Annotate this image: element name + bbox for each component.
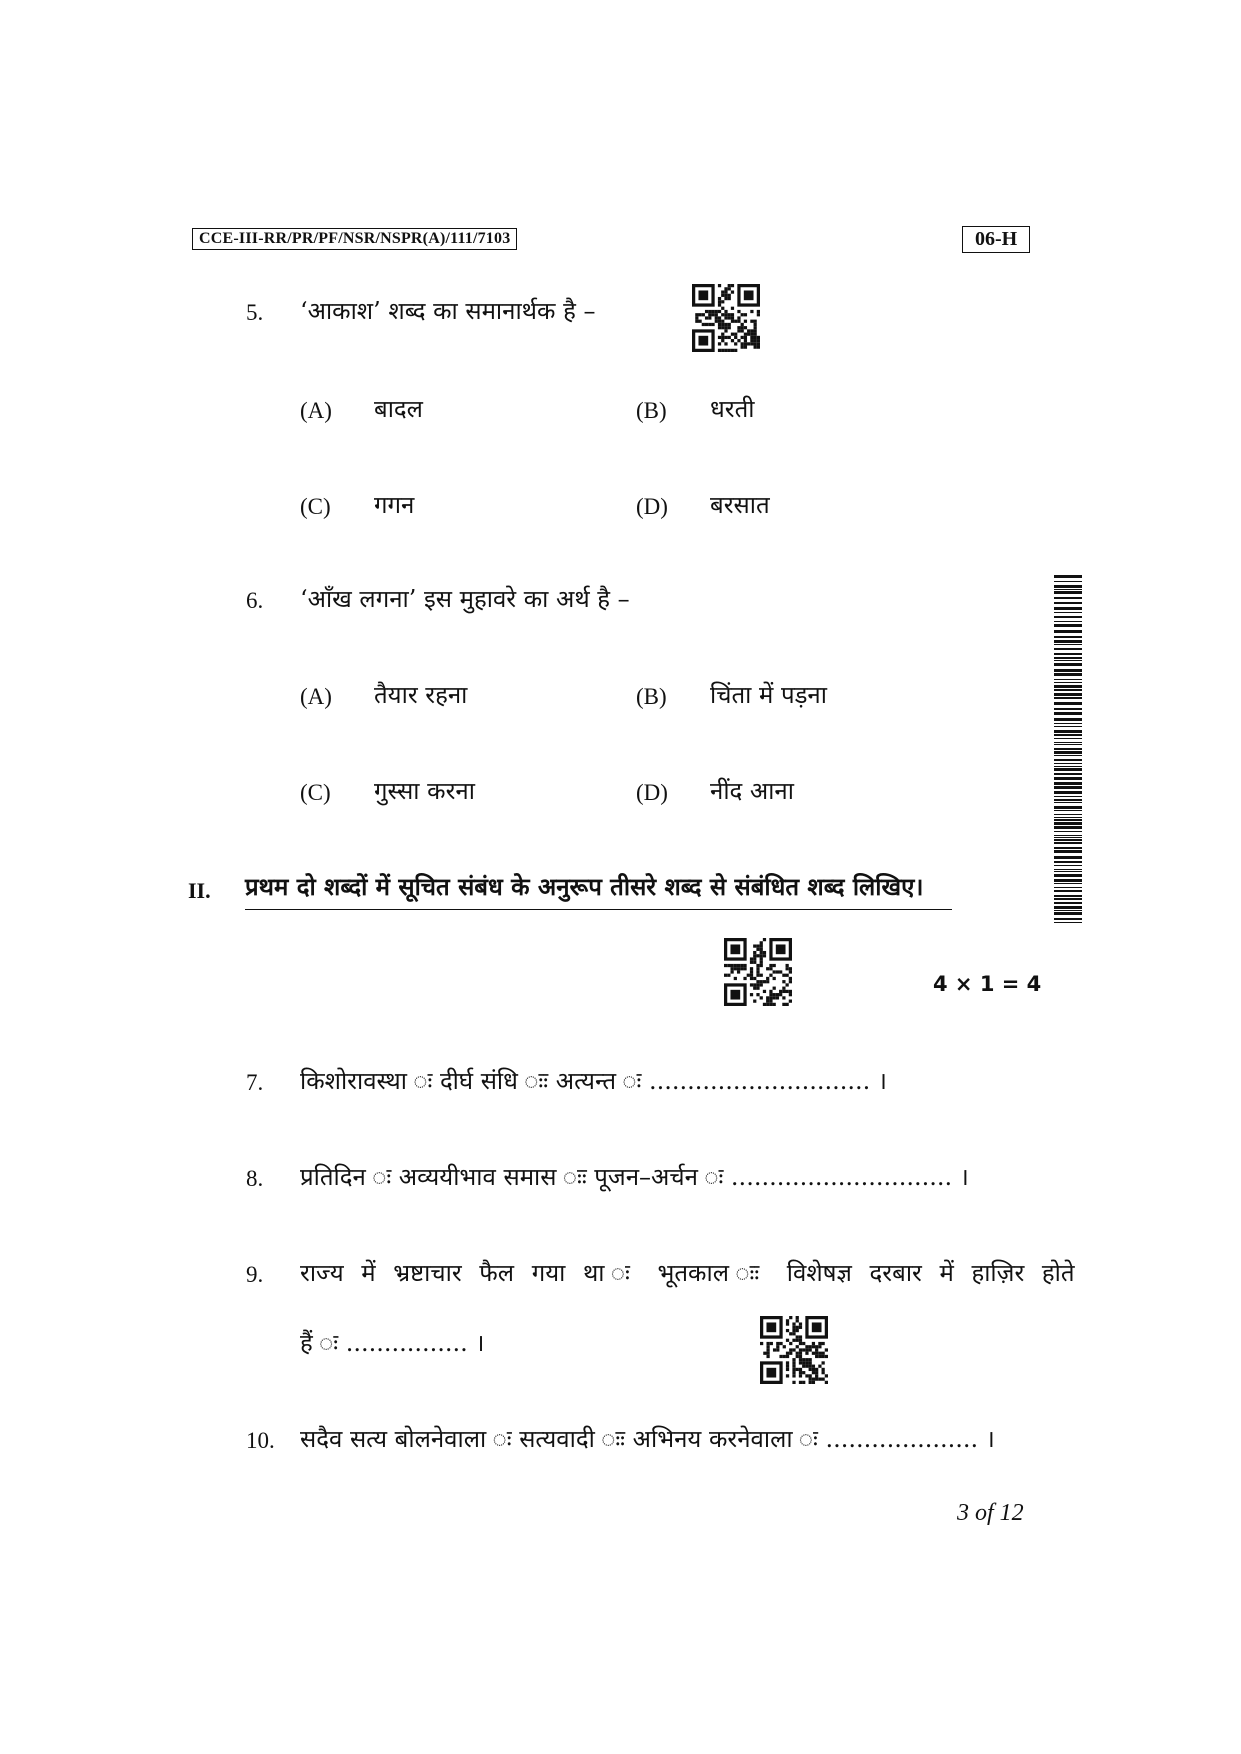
- qr-code-icon: [760, 1316, 828, 1384]
- question-6-text: ‘आँख लगना’ इस मुहावरे का अर्थ है –: [300, 585, 630, 613]
- q6-option-b-text: चिंता में पड़ना: [710, 681, 827, 709]
- q6-option-a-label: (A): [300, 684, 332, 709]
- question-8-number: 8.: [246, 1166, 264, 1191]
- q6-option-b-label: (B): [636, 684, 667, 709]
- paper-code: CCE-III-RR/PR/PF/NSR/NSPR(A)/111/7103: [192, 228, 517, 250]
- qr-code-icon: [692, 284, 760, 352]
- question-8-text: प्रतिदिन ः अव्ययीभाव समास ःः पूजन–अर्चन ः ............................. ।: [300, 1163, 969, 1191]
- q5-option-c-label: (C): [300, 494, 331, 519]
- question-9-number: 9.: [246, 1262, 264, 1287]
- question-10-number: 10.: [246, 1428, 275, 1453]
- section-heading: प्रथम दो शब्दों में सूचित संबंध के अनुरूप तीसरे शब्द से संबंधित शब्द लिखिए।: [245, 870, 952, 910]
- q6-option-d-text: नींद आना: [710, 777, 794, 805]
- question-9-text: राज्य में भ्रष्टाचार फैल गया था ः भूतकाल ःः विशेषज्ञ दरबार में हाज़िर होते: [300, 1259, 1075, 1287]
- q6-option-d-label: (D): [636, 780, 668, 805]
- barcode-icon: [1054, 575, 1082, 925]
- q6-option-c-text: गुस्सा करना: [374, 777, 475, 805]
- q5-option-b-label: (B): [636, 398, 667, 423]
- q5-option-b-text: धरती: [710, 395, 755, 423]
- q5-option-d-text: बरसात: [710, 491, 770, 519]
- q5-option-a-label: (A): [300, 398, 332, 423]
- q5-option-a-text: बादल: [374, 395, 423, 423]
- question-5-text: ‘आकाश’ शब्द का समानार्थक है –: [300, 297, 596, 325]
- section-number: II.: [188, 878, 211, 903]
- marks-allocation: 4 × 1 = 4: [933, 972, 1042, 996]
- question-7-text: किशोरावस्था ः दीर्घ संधि ःः अत्यन्त ः ............................. ।: [300, 1067, 887, 1095]
- q6-option-a-text: तैयार रहना: [374, 681, 468, 709]
- qr-code-icon: [724, 938, 792, 1006]
- question-10-text: सदैव सत्य बोलनेवाला ः सत्यवादी ःः अभिनय करनेवाला ः .................... ।: [300, 1425, 995, 1453]
- question-9-continuation: हैं ः ................ ।: [300, 1329, 485, 1357]
- q5-option-c-text: गगन: [374, 491, 415, 519]
- q6-option-c-label: (C): [300, 780, 331, 805]
- question-7-number: 7.: [246, 1070, 264, 1095]
- question-6-number: 6.: [246, 588, 264, 613]
- question-5-number: 5.: [246, 300, 264, 325]
- set-code: 06-H: [962, 226, 1030, 253]
- q5-option-d-label: (D): [636, 494, 668, 519]
- page-number: 3 of 12: [957, 1500, 1024, 1526]
